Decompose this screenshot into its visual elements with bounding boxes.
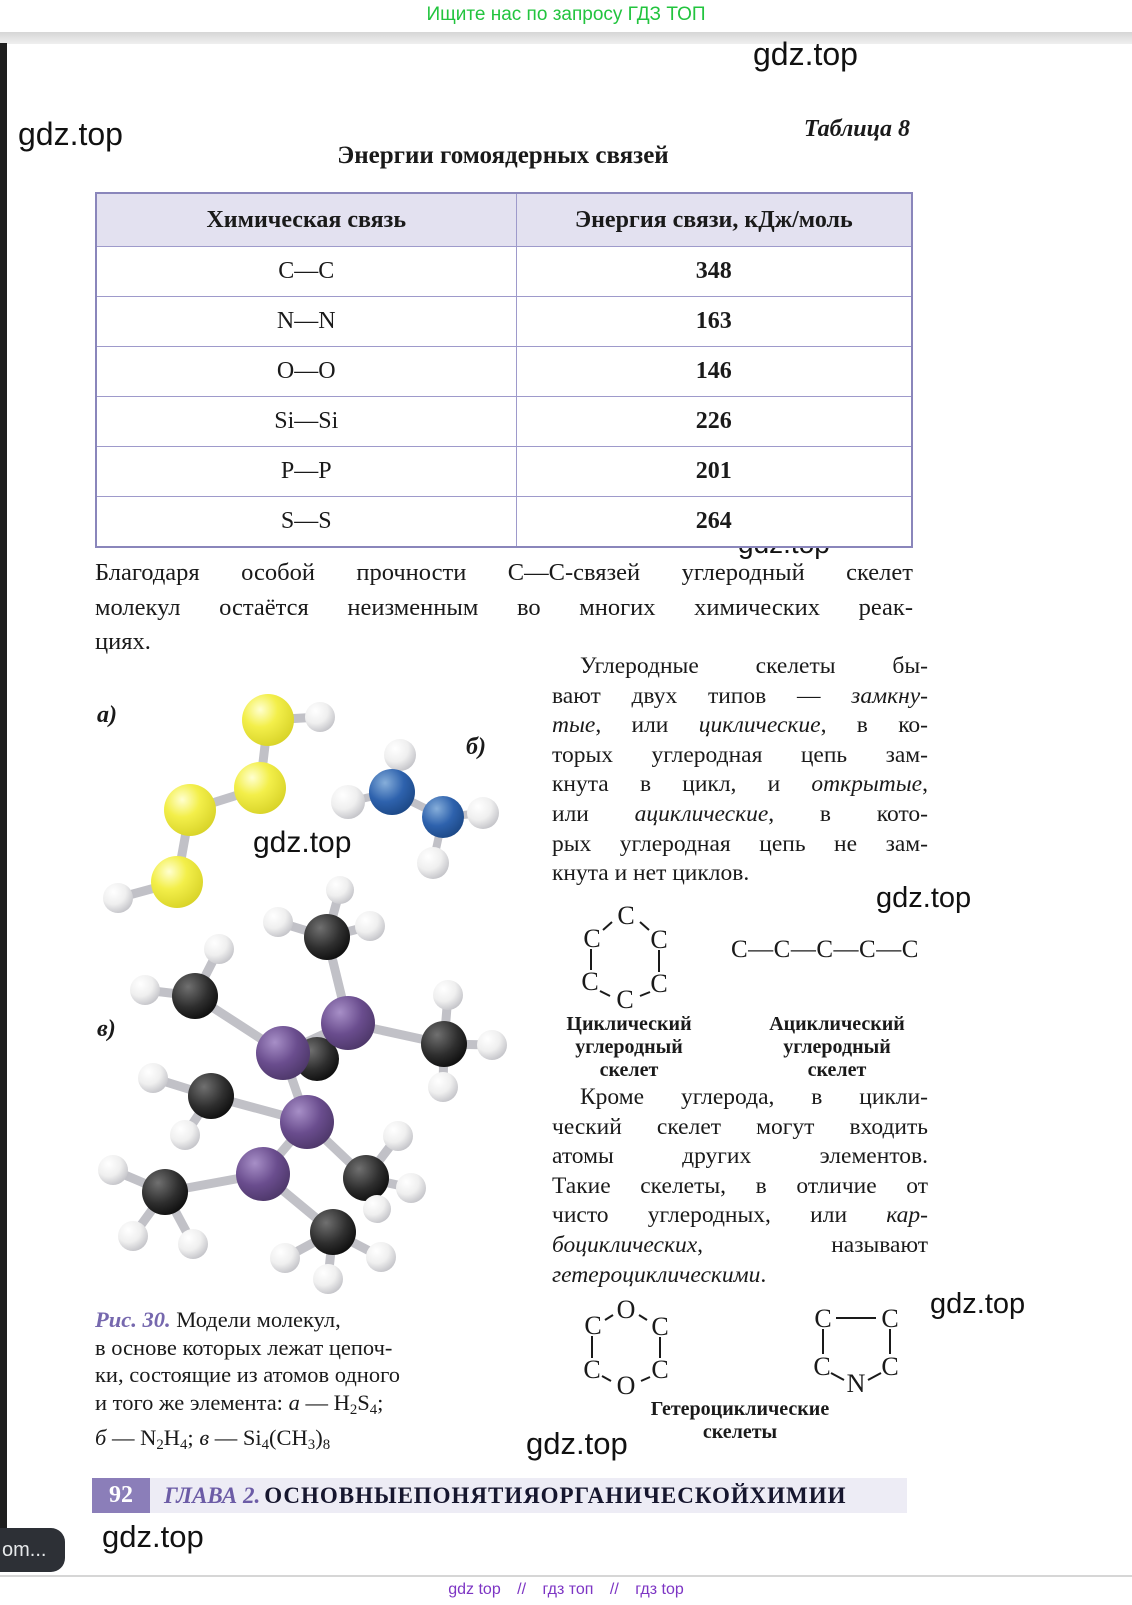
- h-atom: [118, 1221, 148, 1251]
- ring-atom: O: [616, 1295, 636, 1324]
- ring-atom: C: [650, 969, 668, 998]
- figure-label-v: в): [97, 1016, 116, 1042]
- molecule-a-bonds: [118, 717, 320, 898]
- gdz-watermark: gdz.top: [253, 826, 352, 859]
- page-number-badge: 92: [92, 1478, 150, 1513]
- ring-atom: C: [617, 901, 635, 930]
- bond-cell: P—P: [96, 447, 516, 497]
- h-atom: [417, 847, 449, 879]
- table-row: [96, 247, 912, 297]
- carbon-skeleton-paragraph: Углеродные скелеты бы- вают двух типов — замкну- тые, или циклические, в ко- торых углеродная цепь зам- кнута в цикл, и открытые, или ациклические, в кото- рых углеродная цепь не зам- кнута и нет циклов.: [552, 653, 928, 887]
- column-header-bond: Химическая связь: [96, 193, 516, 247]
- gdz-watermark: gdz.top: [526, 1426, 628, 1461]
- h-atom: [305, 702, 335, 732]
- h-atom: [103, 883, 133, 913]
- h-atom: [355, 911, 385, 941]
- c-atom: [343, 1155, 389, 1201]
- h-atom: [366, 1242, 396, 1272]
- bond-cell: Si—Si: [96, 397, 516, 447]
- heterocyclic-ring6-structure: [558, 1292, 703, 1402]
- heterocyclic-paragraph: Кроме углерода, в цикли- ческий скелет могут входить атомы других элементов. Такие скелеты, в отличие от чисто углеродных, или кар- боциклических, называют гетероциклическими.: [552, 1084, 928, 1288]
- s-atom: [242, 694, 294, 746]
- ring-atom: C: [651, 1355, 669, 1384]
- cyclic-skeleton-structure: [558, 896, 703, 1014]
- ring-atom: C: [814, 1304, 832, 1333]
- h-atom: [170, 1120, 200, 1150]
- table-row: [96, 297, 912, 347]
- h-atom: [433, 980, 463, 1010]
- bottom-links: [0, 1581, 1132, 1599]
- gdz-watermark: gdz.top: [930, 1288, 1026, 1320]
- acyclic-chain-structure: C—C—C—C—C: [731, 936, 919, 963]
- table-row: [96, 347, 912, 397]
- bond-energy-table: [95, 192, 913, 548]
- h-atom: [130, 975, 160, 1005]
- h-atom: [263, 907, 293, 937]
- c-atom: [142, 1169, 188, 1215]
- ring-atom: C: [583, 924, 601, 953]
- gdz-watermark: gdz.top: [18, 116, 123, 152]
- energy-cell: 201: [516, 447, 912, 497]
- chapter-title: ОСНОВНЫЕ ПОНЯТИЯ ОРГАНИЧЕСКОЙ ХИМИИ: [264, 1483, 847, 1508]
- h-atom: [428, 1072, 458, 1102]
- c-atom: [188, 1073, 234, 1119]
- energy-cell: 348: [516, 247, 912, 297]
- column-header-energy: Энергия связи, кДж/моль: [516, 193, 912, 247]
- gdz-watermark: gdz.top: [876, 882, 972, 914]
- ring-atom: C: [581, 967, 599, 996]
- chapter-label: ГЛАВА 2.: [164, 1483, 261, 1508]
- chapter-footer-strip: [150, 1478, 907, 1513]
- ring-atom: C: [881, 1352, 899, 1381]
- s-atom: [151, 856, 203, 908]
- gdz-watermark: gdz.top: [102, 1519, 204, 1554]
- energy-cell: 163: [516, 297, 912, 347]
- link-gdz-top-mixed[interactable]: гдз top: [635, 1581, 684, 1598]
- h-atom: [467, 797, 499, 829]
- link-gdz-top-cyrillic[interactable]: гдз топ: [542, 1581, 594, 1598]
- ring-atom: C: [881, 1304, 899, 1333]
- intro-paragraph: Благодаря особой прочности С—С-связей углеродный скелет молекул остаётся неизменным во многих химических реак- циях.: [95, 559, 913, 655]
- ring-atom: C: [616, 985, 634, 1014]
- c-atom: [304, 914, 350, 960]
- top-gray-strip: [0, 32, 1132, 44]
- h-atom: [331, 785, 365, 819]
- h-atom: [98, 1155, 128, 1185]
- s-atom: [164, 784, 216, 836]
- c-atom: [421, 1021, 467, 1067]
- figure-caption: Рис. 30. Модели молекул, в основе которых лежат цепоч- ки, состоящие из атомов одного и того же элемента: а — $H_2S_4$; б — $N_2H_4$; в — $Si_4(CH_3)_8$: [95, 1307, 401, 1454]
- bond-cell: N—N: [96, 297, 516, 347]
- c-atom: [310, 1209, 356, 1255]
- cyclic-skeleton-label: Циклический углеродный скелет: [566, 1013, 692, 1081]
- h-atom: [204, 934, 234, 964]
- c-atom: [172, 973, 218, 1019]
- page-scan-left-edge: [0, 43, 7, 1528]
- si-atom: [280, 1095, 334, 1149]
- acyclic-skeleton-label: Ациклический углеродный скелет: [769, 1013, 905, 1081]
- table-number-label: Таблица 8: [803, 116, 910, 142]
- h-atom: [396, 1173, 426, 1203]
- h-atom: [178, 1229, 208, 1259]
- bottom-divider: [0, 1575, 1132, 1577]
- heterocyclic-skeleton-label: Гетероциклические скелеты: [650, 1398, 830, 1443]
- ring-atom: C: [583, 1355, 601, 1384]
- h-atom: [138, 1063, 168, 1093]
- figure-label-a: а): [97, 702, 117, 728]
- table-header-row: [96, 193, 912, 247]
- h-atom: [477, 1030, 507, 1060]
- h-atom: [383, 1121, 413, 1151]
- heterocyclic-ring5-structure: [798, 1296, 923, 1401]
- table-row: [96, 397, 912, 447]
- ring-atom: O: [616, 1371, 636, 1400]
- promo-banner: Ищите нас по запросу ГДЗ ТОП: [0, 0, 1132, 32]
- ring-atom: C: [651, 1312, 669, 1341]
- h-atom: [363, 1195, 391, 1223]
- energy-cell: 226: [516, 397, 912, 447]
- s-atom: [234, 762, 286, 814]
- zoom-tab[interactable]: om...: [0, 1528, 65, 1572]
- ring-atom: C: [650, 925, 668, 954]
- separator: //: [517, 1581, 527, 1598]
- energy-cell: 146: [516, 347, 912, 397]
- separator: //: [609, 1581, 619, 1598]
- h-atom: [384, 739, 416, 771]
- ring-atom: N: [846, 1369, 866, 1398]
- bond-cell: O—O: [96, 347, 516, 397]
- si-atom: [256, 1026, 310, 1080]
- figure-number: Рис. 30.: [95, 1307, 171, 1332]
- figure-label-b: б): [466, 734, 486, 760]
- h-atom: [313, 1264, 343, 1294]
- molecule-v-atoms: [98, 876, 507, 1294]
- n-atom: [422, 796, 464, 838]
- bond-cell: C—C: [96, 247, 516, 297]
- si-atom: [321, 996, 375, 1050]
- energy-cell: 264: [516, 497, 912, 548]
- table-row: [96, 497, 912, 548]
- molecule-b-bonds: [348, 755, 483, 863]
- table-row: [96, 447, 912, 497]
- table-title: Энергии гомоядерных связей: [337, 142, 669, 169]
- n-atom: [369, 769, 415, 815]
- h-atom: [270, 1243, 300, 1273]
- link-gdz-top[interactable]: gdz top: [448, 1581, 501, 1598]
- ring-atom: C: [813, 1352, 831, 1381]
- ring-atom: C: [584, 1311, 602, 1340]
- bond-cell: S—S: [96, 497, 516, 548]
- h-atom: [326, 876, 354, 904]
- si-atom: [236, 1147, 290, 1201]
- gdz-watermark: gdz.top: [753, 36, 858, 72]
